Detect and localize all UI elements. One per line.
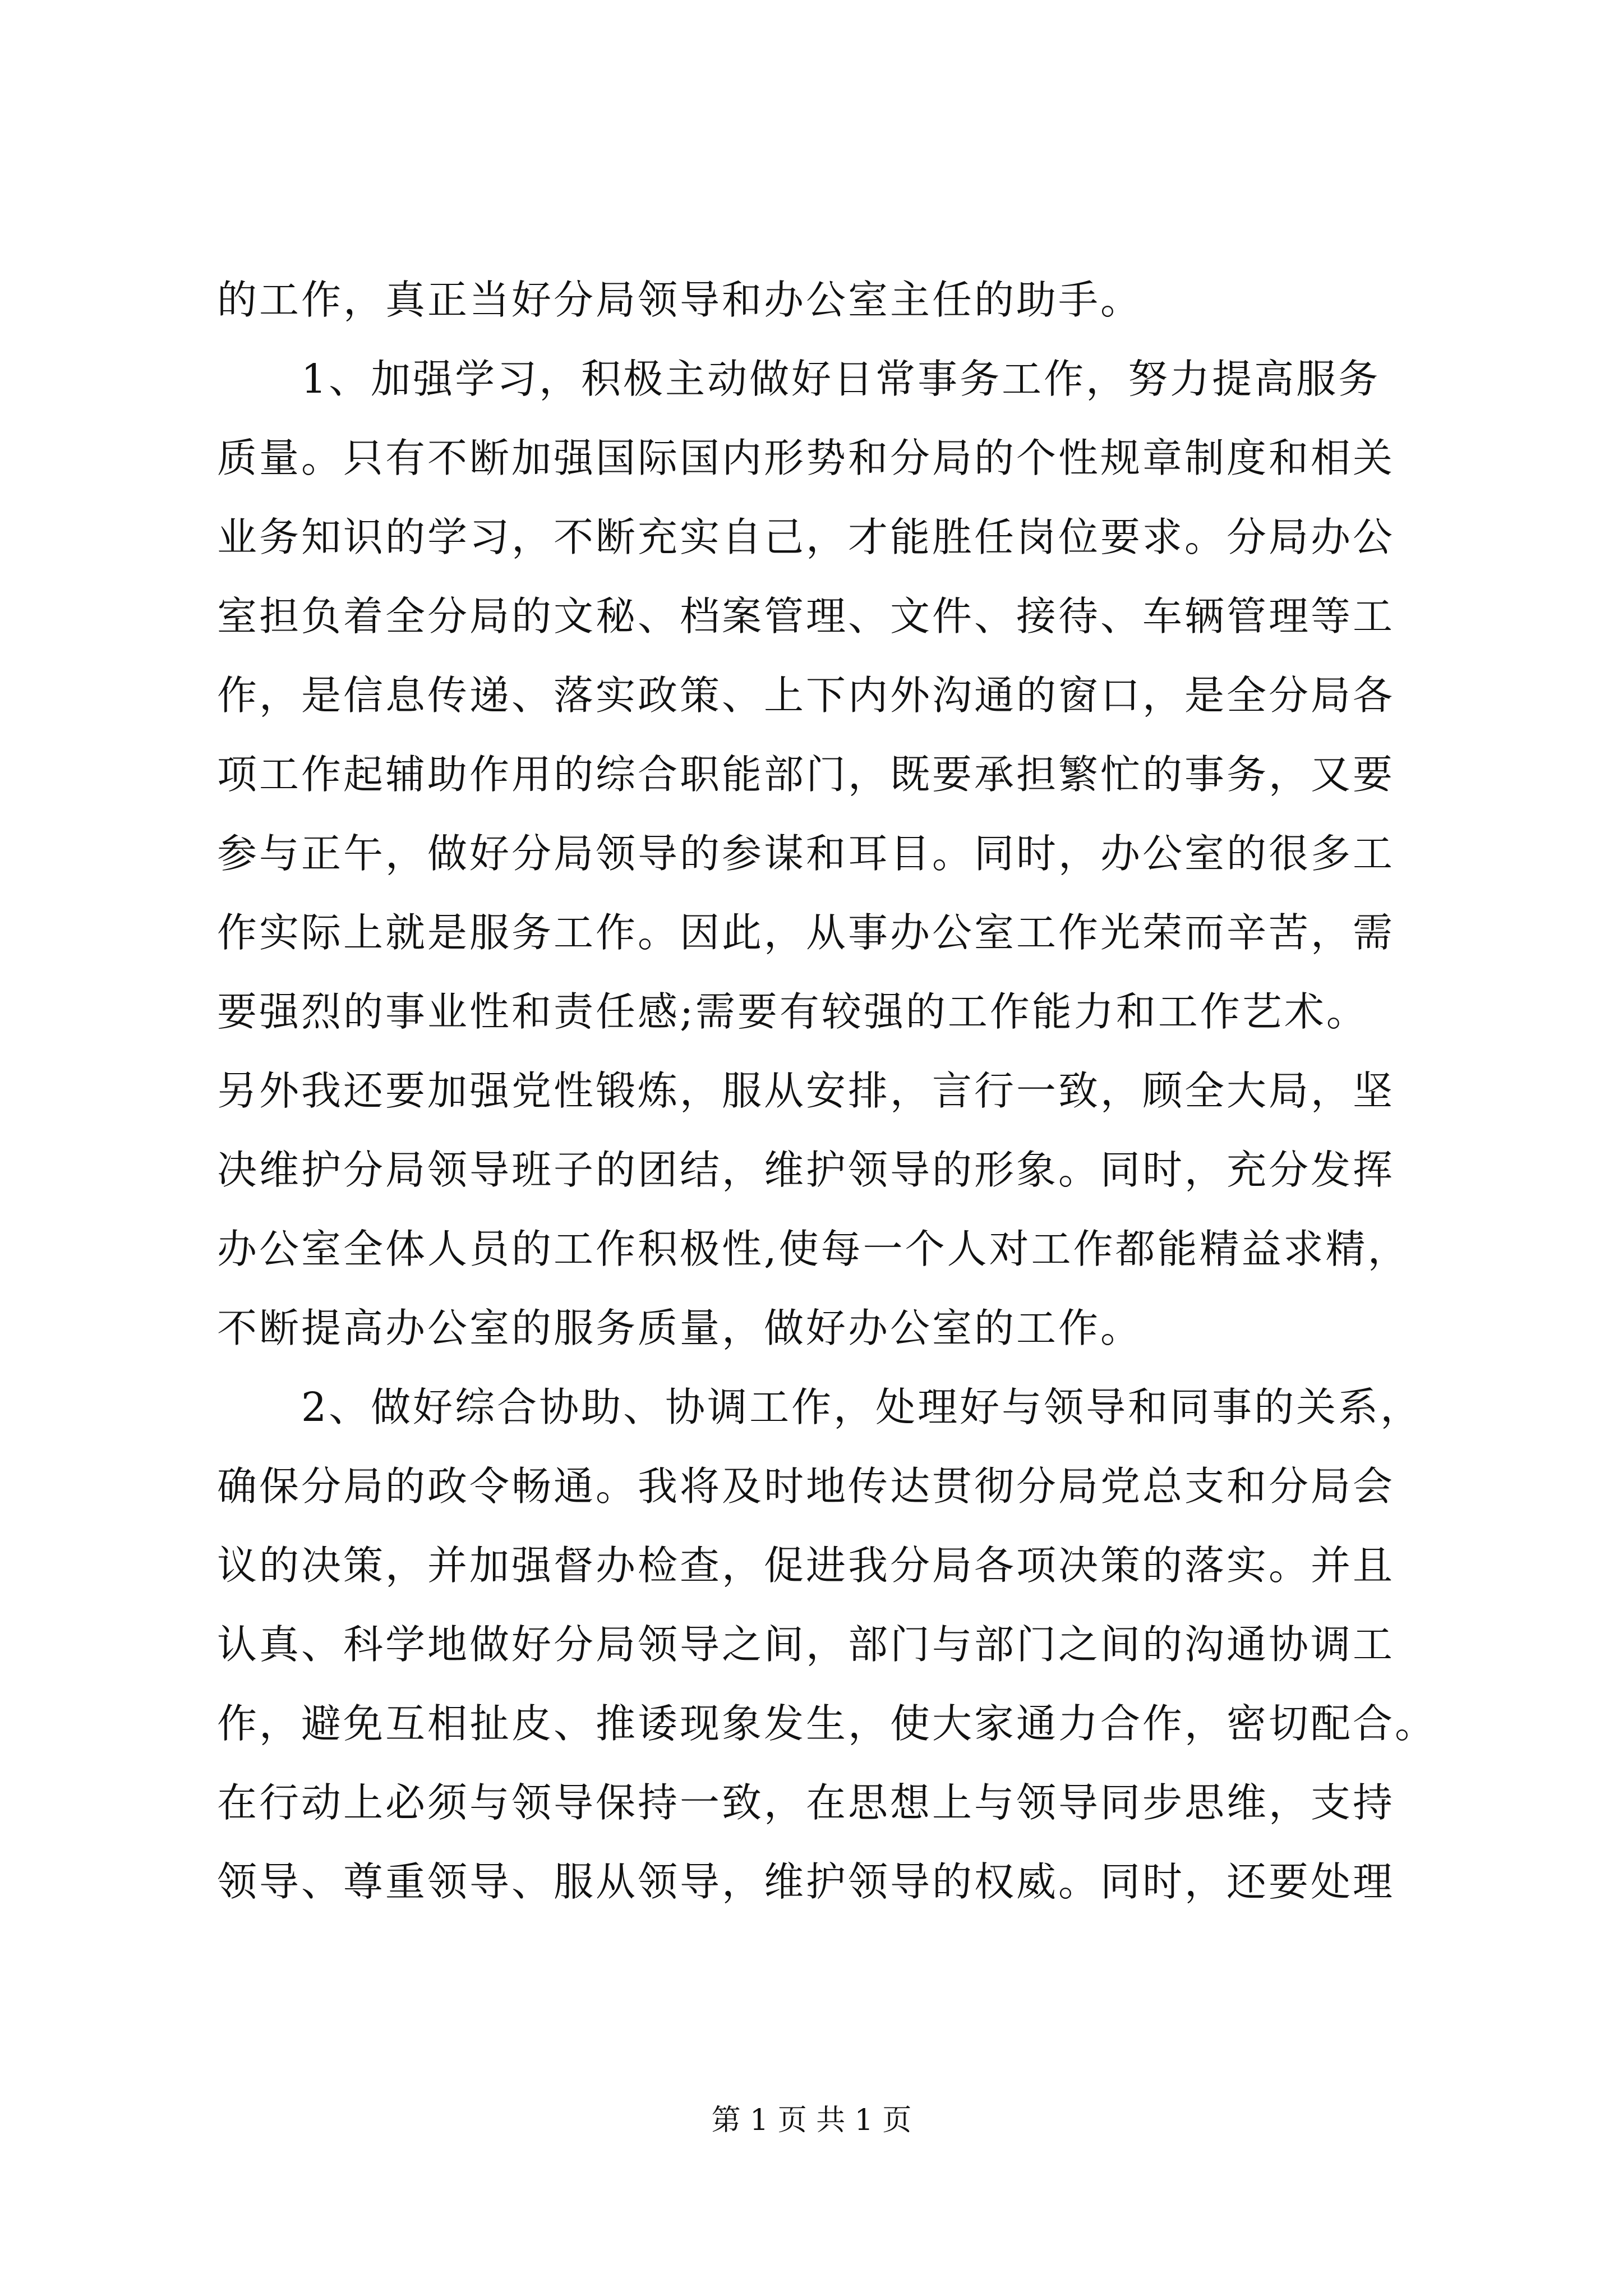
body-line-18: 认真、科学地做好分局领导之间，部门与部门之间的沟通协调工	[217, 1621, 1395, 1668]
body-line-9: 作实际上就是服务工作。因此，从事办公室工作光荣而辛苦，需	[217, 909, 1395, 956]
body-line-5: 室担负着全分局的文秘、档案管理、文件、接待、车辆管理等工	[217, 593, 1395, 639]
body-line-1: 的工作，真正当好分局领导和办公室主任的助手。	[217, 277, 1143, 323]
body-line-11: 另外我还要加强党性锻炼，服从安排，言行一致，顾全大局，坚	[217, 1068, 1395, 1114]
body-line-6: 作，是信息传递、落实政策、上下内外沟通的窗口，是全分局各	[217, 672, 1395, 719]
body-line-7: 项工作起辅助作用的综合职能部门，既要承担繁忙的事务，又要	[217, 751, 1395, 798]
body-line-4: 业务知识的学习，不断充实自己，才能胜任岗位要求。分局办公	[217, 514, 1395, 560]
body-line-3: 质量。只有不断加强国际国内形势和分局的个性规章制度和相关	[217, 435, 1395, 481]
body-line-20: 在行动上必须与领导保持一致，在思想上与领导同步思维，支持	[217, 1779, 1395, 1826]
body-line-13: 办公室全体人员的工作积极性,使每一个人对工作都能精益求精，	[217, 1226, 1410, 1272]
body-line-12: 决维护分局领导班子的团结，维护领导的形象。同时，充分发挥	[217, 1147, 1395, 1193]
body-line-14: 不断提高办公室的服务质量，做好办公室的工作。	[217, 1305, 1143, 1351]
body-line-2: 1、加强学习，积极主动做好日常事务工作，努力提高服务	[217, 356, 1381, 402]
body-line-15: 2、做好综合协助、协调工作，处理好与领导和同事的关系，	[217, 1384, 1423, 1430]
page-footer: 第 1 页 共 1 页	[711, 2104, 912, 2137]
body-line-19: 作，避免互相扯皮、推诿现象发生，使大家通力合作，密切配合。	[217, 1700, 1437, 1747]
body-line-8: 参与正午，做好分局领导的参谋和耳目。同时，办公室的很多工	[217, 830, 1395, 877]
body-line-21: 领导、尊重领导、服从领导，维护领导的权威。同时，还要处理	[217, 1858, 1395, 1905]
body-line-10: 要强烈的事业性和责任感;需要有较强的工作能力和工作艺术。	[217, 988, 1368, 1035]
body-line-17: 议的决策，并加强督办检查，促进我分局各项决策的落实。并且	[217, 1542, 1395, 1589]
body-line-16: 确保分局的政令畅通。我将及时地传达贯彻分局党总支和分局会	[217, 1463, 1395, 1510]
